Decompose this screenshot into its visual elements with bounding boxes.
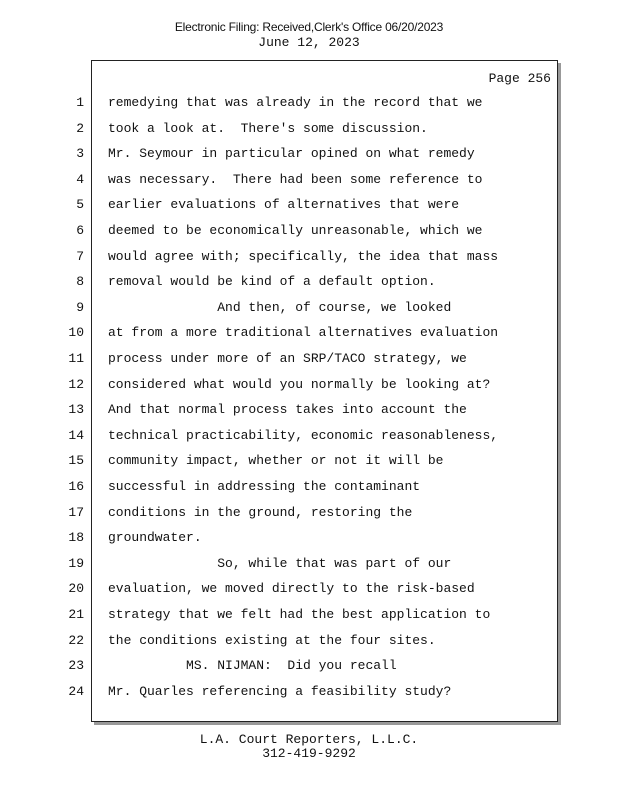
line-number: 8 bbox=[76, 274, 84, 290]
line-number: 12 bbox=[68, 376, 84, 392]
transcript-line: at from a more traditional alternatives evaluation bbox=[108, 325, 499, 341]
line-number: 17 bbox=[68, 504, 84, 520]
transcript-line: remedying that was already in the record that we bbox=[108, 95, 483, 110]
transcript-line: technical practicability, economic reasonableness, bbox=[108, 427, 499, 443]
transcript-line: evaluation, we moved directly to the risk-based bbox=[108, 581, 475, 597]
transcript-line: strategy that we felt had the best application to bbox=[108, 607, 491, 622]
line-number: 14 bbox=[68, 427, 84, 443]
line-number: 19 bbox=[68, 555, 84, 571]
transcript-line: successful in addressing the contaminant bbox=[108, 479, 421, 494]
transcript-line: MS. NIJMAN: Did you recall bbox=[108, 658, 397, 674]
transcript-line: So, while that was part of our bbox=[108, 555, 452, 571]
transcript-line: would agree with; specifically, the idea that mass bbox=[108, 248, 499, 264]
line-number: 2 bbox=[76, 120, 84, 136]
transcript-line: earlier evaluations of alternatives that were bbox=[108, 197, 460, 213]
transcript-line: Mr. Quarles referencing a feasibility study? bbox=[108, 683, 452, 699]
transcript-line: And then, of course, we looked bbox=[108, 299, 452, 315]
transcript-date: June 12, 2023 bbox=[258, 35, 360, 50]
line-number: 23 bbox=[68, 658, 84, 674]
line-number: 16 bbox=[68, 479, 84, 494]
line-number: 4 bbox=[76, 171, 84, 187]
line-number: 11 bbox=[68, 351, 84, 366]
transcript-line: considered what would you normally be looking at? bbox=[108, 376, 491, 392]
filing-stamp: Electronic Filing: Received,Clerk's Office 06/20/2023 bbox=[174, 20, 444, 34]
line-number: 24 bbox=[68, 683, 84, 699]
transcript-line: process under more of an SRP/TACO strategy, we bbox=[108, 351, 467, 366]
line-number: 10 bbox=[68, 325, 84, 341]
line-number: 3 bbox=[76, 146, 84, 162]
footer bbox=[0, 733, 618, 761]
transcript-line: And that normal process takes into account the bbox=[108, 402, 467, 418]
transcript-line: took a look at. There's some discussion. bbox=[108, 120, 428, 136]
line-number: 21 bbox=[68, 607, 84, 622]
transcript-line: removal would be kind of a default option. bbox=[108, 274, 436, 290]
line-number: 5 bbox=[76, 197, 84, 213]
reporter-company: L.A. Court Reporters, L.L.C. bbox=[199, 732, 419, 747]
line-number: 1 bbox=[76, 95, 84, 110]
line-number: 22 bbox=[68, 632, 84, 648]
line-number: 18 bbox=[68, 530, 84, 546]
reporter-phone: 312-419-9292 bbox=[262, 746, 356, 761]
transcript-line: the conditions existing at the four sites. bbox=[108, 632, 436, 648]
line-number: 13 bbox=[68, 402, 84, 418]
line-number: 9 bbox=[76, 299, 84, 315]
line-number: 20 bbox=[68, 581, 84, 597]
transcript-line: Mr. Seymour in particular opined on what remedy bbox=[108, 146, 475, 162]
transcript-line: conditions in the ground, restoring the bbox=[108, 504, 413, 520]
transcript-line: was necessary. There had been some reference to bbox=[108, 171, 483, 187]
transcript-line: community impact, whether or not it will be bbox=[108, 453, 444, 469]
line-number: 7 bbox=[76, 248, 84, 264]
transcript-page-frame bbox=[91, 60, 558, 722]
line-number: 6 bbox=[76, 223, 84, 238]
transcript-line: groundwater. bbox=[108, 530, 202, 546]
page-number: Page 256 bbox=[488, 71, 551, 86]
transcript-line: deemed to be economically unreasonable, which we bbox=[108, 223, 483, 238]
line-number: 15 bbox=[68, 453, 84, 469]
